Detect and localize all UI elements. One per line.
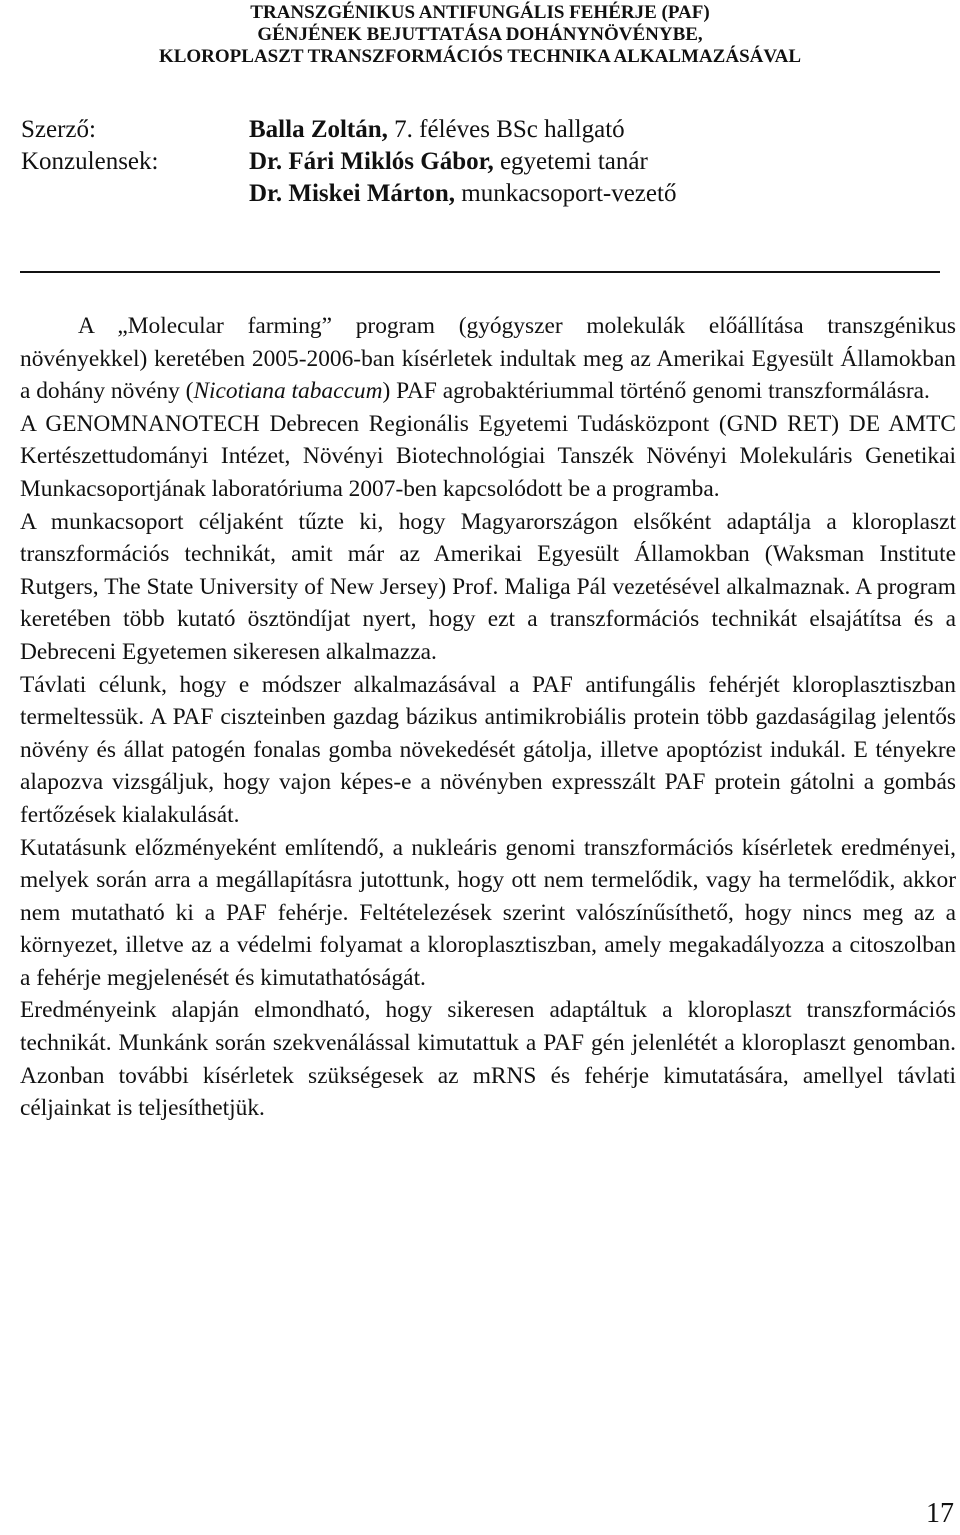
paragraph-5: Kutatásunk előzményeként említendő, a nukleáris genomi transzformációs kísérletek eredményei, melyek során arra a megállapításra jutottunk, hogy ott nem termelődik, vagy ha termelődik, akkor nem mutatható ki a PAF fehérje. Feltételezések szerint valószínűsíthető, hogy nincs meg az a környezet, illetve az a védelmi folyamat a kloroplasztiszban, amely megakadályozza a citoszolban a fehérje megjelenését és kimutathatóságát.: [20, 834, 956, 991]
title-line-2: GÉNJÉNEK BEJUTTATÁSA DOHÁNYNÖVÉNYBE,: [257, 24, 703, 45]
supervisor-2-name: Dr. Miskei Márton,: [249, 180, 455, 207]
paragraph-1: [20, 310, 956, 408]
author-name: Balla Zoltán,: [249, 116, 388, 143]
paragraph-3: A munkacsoport céljaként tűzte ki, hogy Magyarországon elsőként adaptálja a kloroplaszt transzformációs technikát, amit már az Amerikai Egyesült Államokban (Waksman Institute Rutgers, The State University of New Jersey) Prof. Maliga Pál vezetésével alkalmaznak. A program keretében több kutató ösztöndíjat nyert, hogy ezt a transzformációs technikát elsajátítsa és a Debreceni Egyetemen sikeresen alkalmazza.: [20, 508, 956, 665]
paragraph-1-before: A „Molecular farming” program (gyógyszer molekulák előállítása transzgénikus növényekkel) keretében 2005-2006-ban kísérletek indultak meg az Amerikai Egyesült Államokban a dohány növény (: [20, 313, 956, 405]
author-value: [249, 114, 625, 146]
supervisors-label: Konzulensek:: [21, 148, 159, 175]
species-name: Nicotiana tabaccum: [193, 378, 383, 405]
supervisor-1-role: egyetemi tanár: [499, 148, 648, 175]
page-number: 17: [926, 1498, 954, 1529]
paragraph-4: Távlati célunk, hogy e módszer alkalmazásával a PAF antifungális fehérjét kloroplasztiszban termeltessük. A PAF ciszteinben gazdag bázikus antimikrobiális protein több gazdaságilag jelentős növény és állat patogén fonalas gomba növekedését gátolja, illetve apoptózist indukál. E tényekre alapozva vizsgáljuk, hogy vajon képes-e a növényben expresszált PAF protein gátolni a gombás fertőzések kialakulását.: [20, 671, 956, 828]
paragraph-1-after: ) PAF agrobaktériummal történő genomi transzformálásra.: [382, 378, 930, 405]
title-line-3: KLOROPLASZT TRANSZFORMÁCIÓS TECHNIKA ALKALMAZÁSÁVAL: [158, 46, 802, 67]
supervisor-1-name: Dr. Fári Miklós Gábor,: [249, 148, 494, 175]
author-label: Szerző:: [21, 116, 96, 143]
paragraph-2: A GENOMNANOTECH Debrecen Regionális Egyetemi Tudásközpont (GND RET) DE AMTC Kertészettudományi Intézet, Növényi Biotechnológiai Tanszék Növényi Molekuláris Genetikai Munkacsoportjának laboratóriuma 2007-ben kapcsolódott be a programba.: [20, 410, 956, 502]
supervisor-2-role: munkacsoport-vezető: [461, 180, 677, 207]
abstract-body: [20, 310, 956, 1125]
supervisor-1: [249, 146, 648, 178]
paragraph-6: Eredményeink alapján elmondható, hogy sikeresen adaptáltuk a kloroplaszt transzformációs technikát. Munkánk során szekvenálással kimutattuk a PAF gén jelenlétét a kloroplaszt genomban. Azonban további kísérletek szükségesek az mRNS és fehérje kimutatására, amellyel távlati céljainkat is teljesíthetjük.: [20, 997, 956, 1122]
title-line-1: TRANSZGÉNIKUS ANTIFUNGÁLIS FEHÉRJE (PAF): [250, 2, 710, 23]
document-title: [20, 2, 940, 68]
author-role: 7. féléves BSc hallgató: [394, 116, 625, 143]
header-divider: [20, 271, 940, 273]
supervisor-2: [249, 178, 676, 210]
